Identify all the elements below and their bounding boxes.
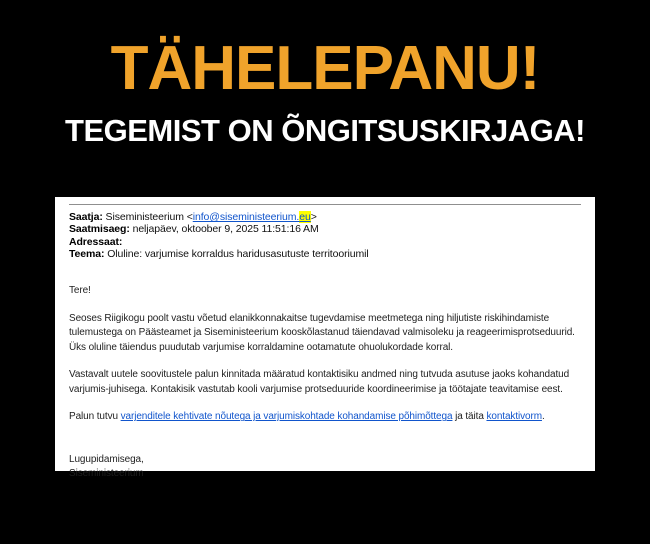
sent-value: neljapäev, oktoober 9, 2025 11:51:16 AM [129,223,319,236]
subject-value: Oluline: varjumise korraldus haridusasutuste territooriumil [104,247,369,260]
contact-form-link[interactable]: kontaktivorm [486,411,542,423]
email-screenshot-card [55,197,595,480]
paragraph-3 [69,410,581,425]
from-label: Saatja: [69,211,103,223]
sender-email-text: info@siseministeerium. [192,211,300,223]
shelter-requirements-link[interactable]: varjenditele kehtivate nõutega ja varjumiskohtade kohandamise põhimõttega [120,411,453,423]
email-header [69,211,581,260]
paragraph-1: Seoses Riigikogu poolt vastu võetud elanikkonnakaitse tugevdamise meetmetega ning hiljutiste riskihindamiste tulemustega on Päästeamet ja Siseministeerium kooskõlastanud täiendavad valmisoleku ja reageerimisprotseduurid. Üks oluline täiendus puudutab varjumise korraldamine ootamatute ohuolukordade korral. [69,312,575,353]
signature-name: Siseministeerium [69,468,144,480]
from-name: Siseministeerium < [102,211,193,223]
email-from-row [69,211,581,223]
paragraph-2: Vastavalt uutele soovitustele palun kinnitada määratud kontaktisiku andmed ning tutvuda asutuse jaoks kohandatud varjumis-juhisega. Kontakisik vastutab kooli varjumise protseduuride koordineerimise ja töötajate teavitamise eest. [69,369,570,395]
warning-subtitle: TEGEMIST ON ÕNGITSUSKIRJAGA! [65,113,585,149]
email-subject-row [69,248,581,260]
paragraph-3-prefix: Palun tutvu [69,411,121,423]
header-top-divider [69,204,581,205]
warning-banner [0,0,650,148]
paragraph-3-middle: ja täita [452,411,487,423]
email-sent-row [69,223,581,235]
sender-email-link[interactable] [193,211,311,223]
from-close-bracket: > [310,211,317,223]
email-signature [69,453,581,482]
signoff: Lugupidamisega, [69,453,144,465]
to-label: Adressaat: [69,235,123,248]
subject-label: Teema: [69,247,105,260]
paragraph-3-suffix: . [541,411,545,423]
warning-title: TÄHELEPANU! [110,34,540,103]
sent-label: Saatmisaeg: [69,223,130,236]
greeting: Tere! [69,285,91,297]
sender-domain-highlight: eu [299,211,311,223]
email-to-row [69,236,581,248]
email-body [69,284,581,482]
